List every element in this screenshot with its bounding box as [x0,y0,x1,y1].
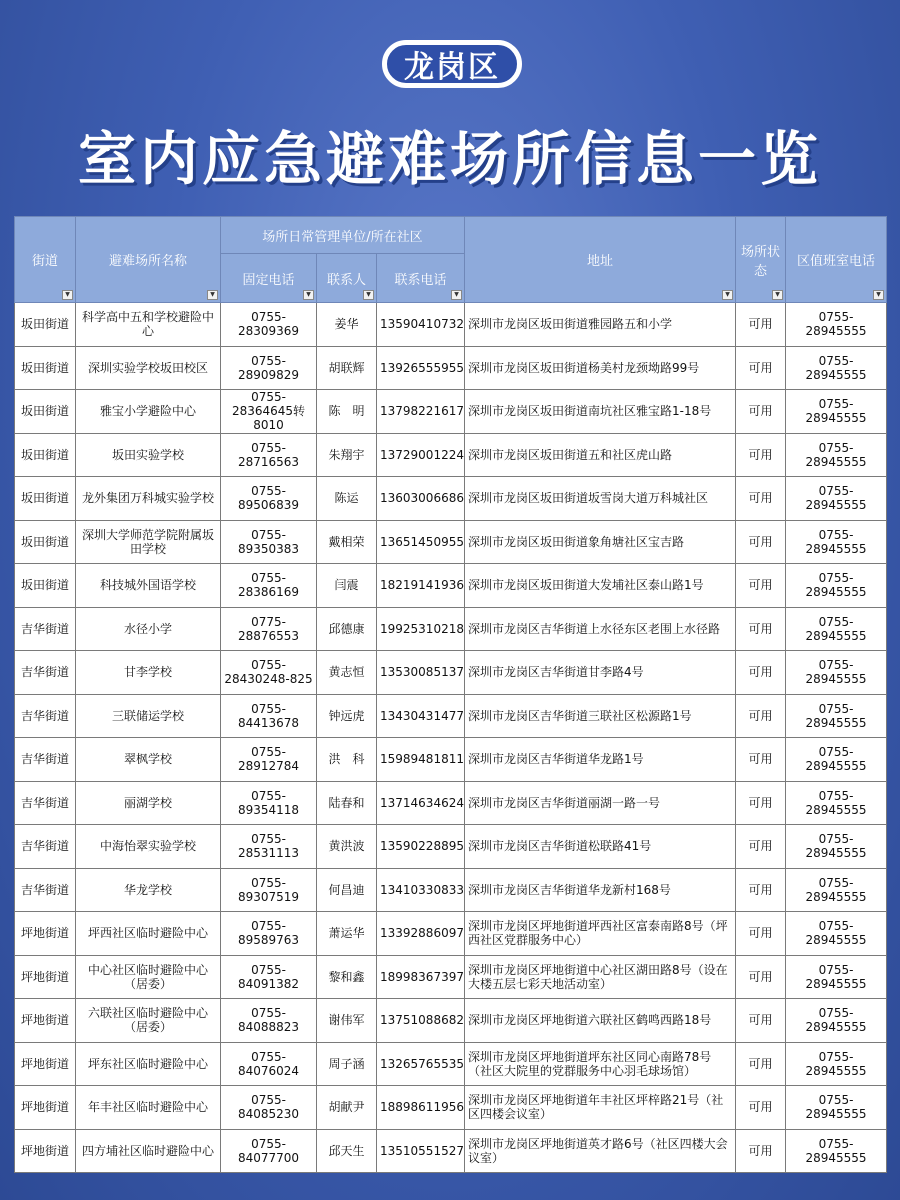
header-street: 街道 ▼ [15,217,76,303]
cell-status: 可用 [736,477,786,521]
cell-contact: 谢伟军 [317,999,377,1043]
cell-contact-phone: 13530085137 [377,651,465,695]
cell-status: 可用 [736,912,786,956]
cell-fixed-phone: 0755-28716563 [221,433,317,477]
cell-address: 深圳市龙岗区吉华街道甘李路4号 [465,651,736,695]
cell-name: 深圳大学师范学院附属坂田学校 [76,520,221,564]
cell-contact-phone: 13651450955 [377,520,465,564]
table-row [15,433,887,477]
cell-name: 中心社区临时避险中心（居委） [76,955,221,999]
table-body [15,303,887,1173]
cell-street: 吉华街道 [15,738,76,782]
cell-fixed-phone: 0755-84413678 [221,694,317,738]
header-address: 地址 ▼ [465,217,736,303]
cell-status: 可用 [736,346,786,390]
cell-status: 可用 [736,999,786,1043]
page-title: 室内应急避难场所信息一览 [77,125,822,193]
cell-contact-phone: 13265765535 [377,1042,465,1086]
cell-fixed-phone: 0755-28309369 [221,303,317,347]
header-status: 场所状态 ▼ [736,217,786,303]
cell-name: 坪西社区临时避险中心 [76,912,221,956]
cell-duty-phone: 0755-28945555 [786,651,887,695]
cell-contact: 周子涵 [317,1042,377,1086]
cell-contact-phone: 18219141936 [377,564,465,608]
cell-street: 吉华街道 [15,781,76,825]
cell-duty-phone: 0755-28945555 [786,955,887,999]
table-row [15,912,887,956]
cell-contact: 陆春和 [317,781,377,825]
cell-contact: 邱天生 [317,1129,377,1173]
cell-fixed-phone: 0755-28909829 [221,346,317,390]
cell-status: 可用 [736,825,786,869]
cell-fixed-phone: 0755-89307519 [221,868,317,912]
table-row [15,390,887,434]
cell-contact-phone: 13729001224 [377,433,465,477]
cell-name: 科学高中五和学校避险中心 [76,303,221,347]
filter-dropdown-icon[interactable]: ▼ [873,290,884,300]
cell-street: 吉华街道 [15,868,76,912]
cell-fixed-phone: 0755-84085230 [221,1086,317,1130]
cell-contact: 黄志恒 [317,651,377,695]
table-row [15,1129,887,1173]
cell-duty-phone: 0755-28945555 [786,868,887,912]
cell-status: 可用 [736,607,786,651]
cell-duty-phone: 0755-28945555 [786,1042,887,1086]
cell-fixed-phone: 0755-84091382 [221,955,317,999]
cell-address: 深圳市龙岗区吉华街道松联路41号 [465,825,736,869]
header-contact-phone: 联系电话 ▼ [377,254,465,303]
header-name: 避难场所名称 ▼ [76,217,221,303]
shelter-table [14,216,887,1173]
filter-dropdown-icon[interactable]: ▼ [451,290,462,300]
cell-fixed-phone: 0775-28876553 [221,607,317,651]
cell-contact: 钟远虎 [317,694,377,738]
cell-address: 深圳市龙岗区坪地街道年丰社区坪梓路21号（社区四楼会议室） [465,1086,736,1130]
cell-duty-phone: 0755-28945555 [786,1129,887,1173]
cell-street: 坪地街道 [15,1086,76,1130]
cell-street: 吉华街道 [15,694,76,738]
cell-contact: 何昌迪 [317,868,377,912]
cell-contact: 邱德康 [317,607,377,651]
filter-dropdown-icon[interactable]: ▼ [772,290,783,300]
cell-address: 深圳市龙岗区坪地街道坪西社区富泰南路8号（坪西社区党群服务中心） [465,912,736,956]
table-row [15,564,887,608]
cell-street: 坂田街道 [15,520,76,564]
cell-status: 可用 [736,390,786,434]
cell-address: 深圳市龙岗区吉华街道上水径东区老围上水径路 [465,607,736,651]
cell-address: 深圳市龙岗区吉华街道华龙新村168号 [465,868,736,912]
cell-status: 可用 [736,520,786,564]
cell-street: 坂田街道 [15,433,76,477]
cell-contact: 朱翔宇 [317,433,377,477]
cell-contact-phone: 13798221617 [377,390,465,434]
cell-duty-phone: 0755-28945555 [786,1086,887,1130]
cell-address: 深圳市龙岗区吉华街道丽湖一路一号 [465,781,736,825]
cell-duty-phone: 0755-28945555 [786,477,887,521]
cell-contact-phone: 13926555955 [377,346,465,390]
table-row [15,651,887,695]
cell-fixed-phone: 0755-89354118 [221,781,317,825]
cell-contact: 陈 明 [317,390,377,434]
cell-duty-phone: 0755-28945555 [786,607,887,651]
cell-status: 可用 [736,433,786,477]
cell-status: 可用 [736,1042,786,1086]
cell-fixed-phone: 0755-84088823 [221,999,317,1043]
cell-address: 深圳市龙岗区坪地街道六联社区鹤鸣西路18号 [465,999,736,1043]
cell-contact: 姜华 [317,303,377,347]
cell-address: 深圳市龙岗区吉华街道华龙路1号 [465,738,736,782]
cell-name: 中海怡翠实验学校 [76,825,221,869]
cell-fixed-phone: 0755-28364645转8010 [221,390,317,434]
cell-status: 可用 [736,955,786,999]
cell-address: 深圳市龙岗区坪地街道英才路6号（社区四楼大会议室） [465,1129,736,1173]
table-row [15,1042,887,1086]
table-row [15,346,887,390]
cell-duty-phone: 0755-28945555 [786,912,887,956]
cell-street: 坂田街道 [15,303,76,347]
cell-fixed-phone: 0755-28912784 [221,738,317,782]
header-fixed-phone: 固定电话 ▼ [221,254,317,303]
cell-contact-phone: 18898611956 [377,1086,465,1130]
cell-contact: 陈运 [317,477,377,521]
cell-fixed-phone: 0755-28430248-825 [221,651,317,695]
cell-status: 可用 [736,1129,786,1173]
filter-dropdown-icon[interactable]: ▼ [62,290,73,300]
cell-name: 四方埔社区临时避险中心 [76,1129,221,1173]
cell-name: 甘李学校 [76,651,221,695]
cell-contact: 黄洪波 [317,825,377,869]
cell-status: 可用 [736,303,786,347]
cell-street: 坂田街道 [15,564,76,608]
cell-contact: 萧运华 [317,912,377,956]
cell-duty-phone: 0755-28945555 [786,303,887,347]
cell-street: 吉华街道 [15,651,76,695]
table-row [15,868,887,912]
cell-name: 华龙学校 [76,868,221,912]
cell-contact: 胡献尹 [317,1086,377,1130]
cell-street: 坪地街道 [15,999,76,1043]
cell-duty-phone: 0755-28945555 [786,564,887,608]
table-row [15,999,887,1043]
cell-status: 可用 [736,651,786,695]
table-row [15,1086,887,1130]
cell-name: 六联社区临时避险中心（居委） [76,999,221,1043]
cell-name: 水径小学 [76,607,221,651]
cell-fixed-phone: 0755-28386169 [221,564,317,608]
cell-address: 深圳市龙岗区坂田街道杨美村龙颈坳路99号 [465,346,736,390]
cell-fixed-phone: 0755-89589763 [221,912,317,956]
cell-fixed-phone: 0755-84077700 [221,1129,317,1173]
cell-name: 年丰社区临时避险中心 [76,1086,221,1130]
cell-contact-phone: 13392886097 [377,912,465,956]
filter-dropdown-icon[interactable]: ▼ [207,290,218,300]
header-contact: 联系人 ▼ [317,254,377,303]
cell-address: 深圳市龙岗区坂田街道坂雪岗大道万科城社区 [465,477,736,521]
cell-status: 可用 [736,564,786,608]
cell-address: 深圳市龙岗区坪地街道坪东社区同心南路78号（社区大院里的党群服务中心羽毛球场馆） [465,1042,736,1086]
cell-contact-phone: 13714634624 [377,781,465,825]
cell-contact: 洪 科 [317,738,377,782]
cell-contact: 胡联辉 [317,346,377,390]
cell-address: 深圳市龙岗区坂田街道大发埔社区泰山路1号 [465,564,736,608]
cell-name: 科技城外国语学校 [76,564,221,608]
cell-duty-phone: 0755-28945555 [786,433,887,477]
cell-street: 坪地街道 [15,912,76,956]
table-row [15,825,887,869]
cell-status: 可用 [736,1086,786,1130]
district-badge: 龙岗区 [382,40,522,88]
cell-status: 可用 [736,868,786,912]
cell-name: 坂田实验学校 [76,433,221,477]
cell-status: 可用 [736,738,786,782]
cell-street: 坪地街道 [15,955,76,999]
table-row [15,477,887,521]
cell-street: 坂田街道 [15,346,76,390]
cell-contact-phone: 13430431477 [377,694,465,738]
filter-dropdown-icon[interactable]: ▼ [722,290,733,300]
cell-contact-phone: 13603006686 [377,477,465,521]
cell-duty-phone: 0755-28945555 [786,825,887,869]
cell-contact-phone: 13410330833 [377,868,465,912]
cell-fixed-phone: 0755-89506839 [221,477,317,521]
cell-duty-phone: 0755-28945555 [786,390,887,434]
table-row [15,955,887,999]
cell-name: 深圳实验学校坂田校区 [76,346,221,390]
filter-dropdown-icon[interactable]: ▼ [303,290,314,300]
cell-name: 雅宝小学避险中心 [76,390,221,434]
cell-street: 坂田街道 [15,477,76,521]
header-duty-phone: 区值班室电话 ▼ [786,217,887,303]
cell-address: 深圳市龙岗区吉华街道三联社区松源路1号 [465,694,736,738]
filter-dropdown-icon[interactable]: ▼ [363,290,374,300]
cell-name: 三联储运学校 [76,694,221,738]
cell-contact-phone: 13590410732 [377,303,465,347]
cell-address: 深圳市龙岗区坂田街道象角塘社区宝吉路 [465,520,736,564]
cell-contact: 闫震 [317,564,377,608]
cell-contact: 黎和鑫 [317,955,377,999]
cell-contact-phone: 15989481811 [377,738,465,782]
cell-address: 深圳市龙岗区坪地街道中心社区湖田路8号（设在大楼五层七彩天地活动室） [465,955,736,999]
cell-street: 吉华街道 [15,607,76,651]
table-row [15,520,887,564]
cell-duty-phone: 0755-28945555 [786,346,887,390]
cell-street: 坪地街道 [15,1129,76,1173]
cell-duty-phone: 0755-28945555 [786,520,887,564]
cell-contact-phone: 18998367397 [377,955,465,999]
table-row [15,694,887,738]
cell-contact-phone: 19925310218 [377,607,465,651]
cell-street: 坂田街道 [15,390,76,434]
cell-status: 可用 [736,694,786,738]
cell-street: 坪地街道 [15,1042,76,1086]
cell-name: 丽湖学校 [76,781,221,825]
table-row [15,607,887,651]
cell-name: 翠枫学校 [76,738,221,782]
table-row [15,781,887,825]
cell-duty-phone: 0755-28945555 [786,999,887,1043]
cell-contact-phone: 13590228895 [377,825,465,869]
cell-contact-phone: 13751088682 [377,999,465,1043]
table-row [15,738,887,782]
cell-status: 可用 [736,781,786,825]
cell-fixed-phone: 0755-28531113 [221,825,317,869]
cell-address: 深圳市龙岗区坂田街道雅园路五和小学 [465,303,736,347]
cell-contact: 戴相荣 [317,520,377,564]
cell-street: 吉华街道 [15,825,76,869]
cell-fixed-phone: 0755-89350383 [221,520,317,564]
cell-address: 深圳市龙岗区坂田街道南坑社区雅宝路1-18号 [465,390,736,434]
cell-address: 深圳市龙岗区坂田街道五和社区虎山路 [465,433,736,477]
header-management-group: 场所日常管理单位/所在社区 [221,217,465,254]
cell-name: 龙外集团万科城实验学校 [76,477,221,521]
table-row [15,303,887,347]
cell-contact-phone: 13510551527 [377,1129,465,1173]
cell-duty-phone: 0755-28945555 [786,694,887,738]
cell-duty-phone: 0755-28945555 [786,781,887,825]
cell-fixed-phone: 0755-84076024 [221,1042,317,1086]
cell-duty-phone: 0755-28945555 [786,738,887,782]
cell-name: 坪东社区临时避险中心 [76,1042,221,1086]
